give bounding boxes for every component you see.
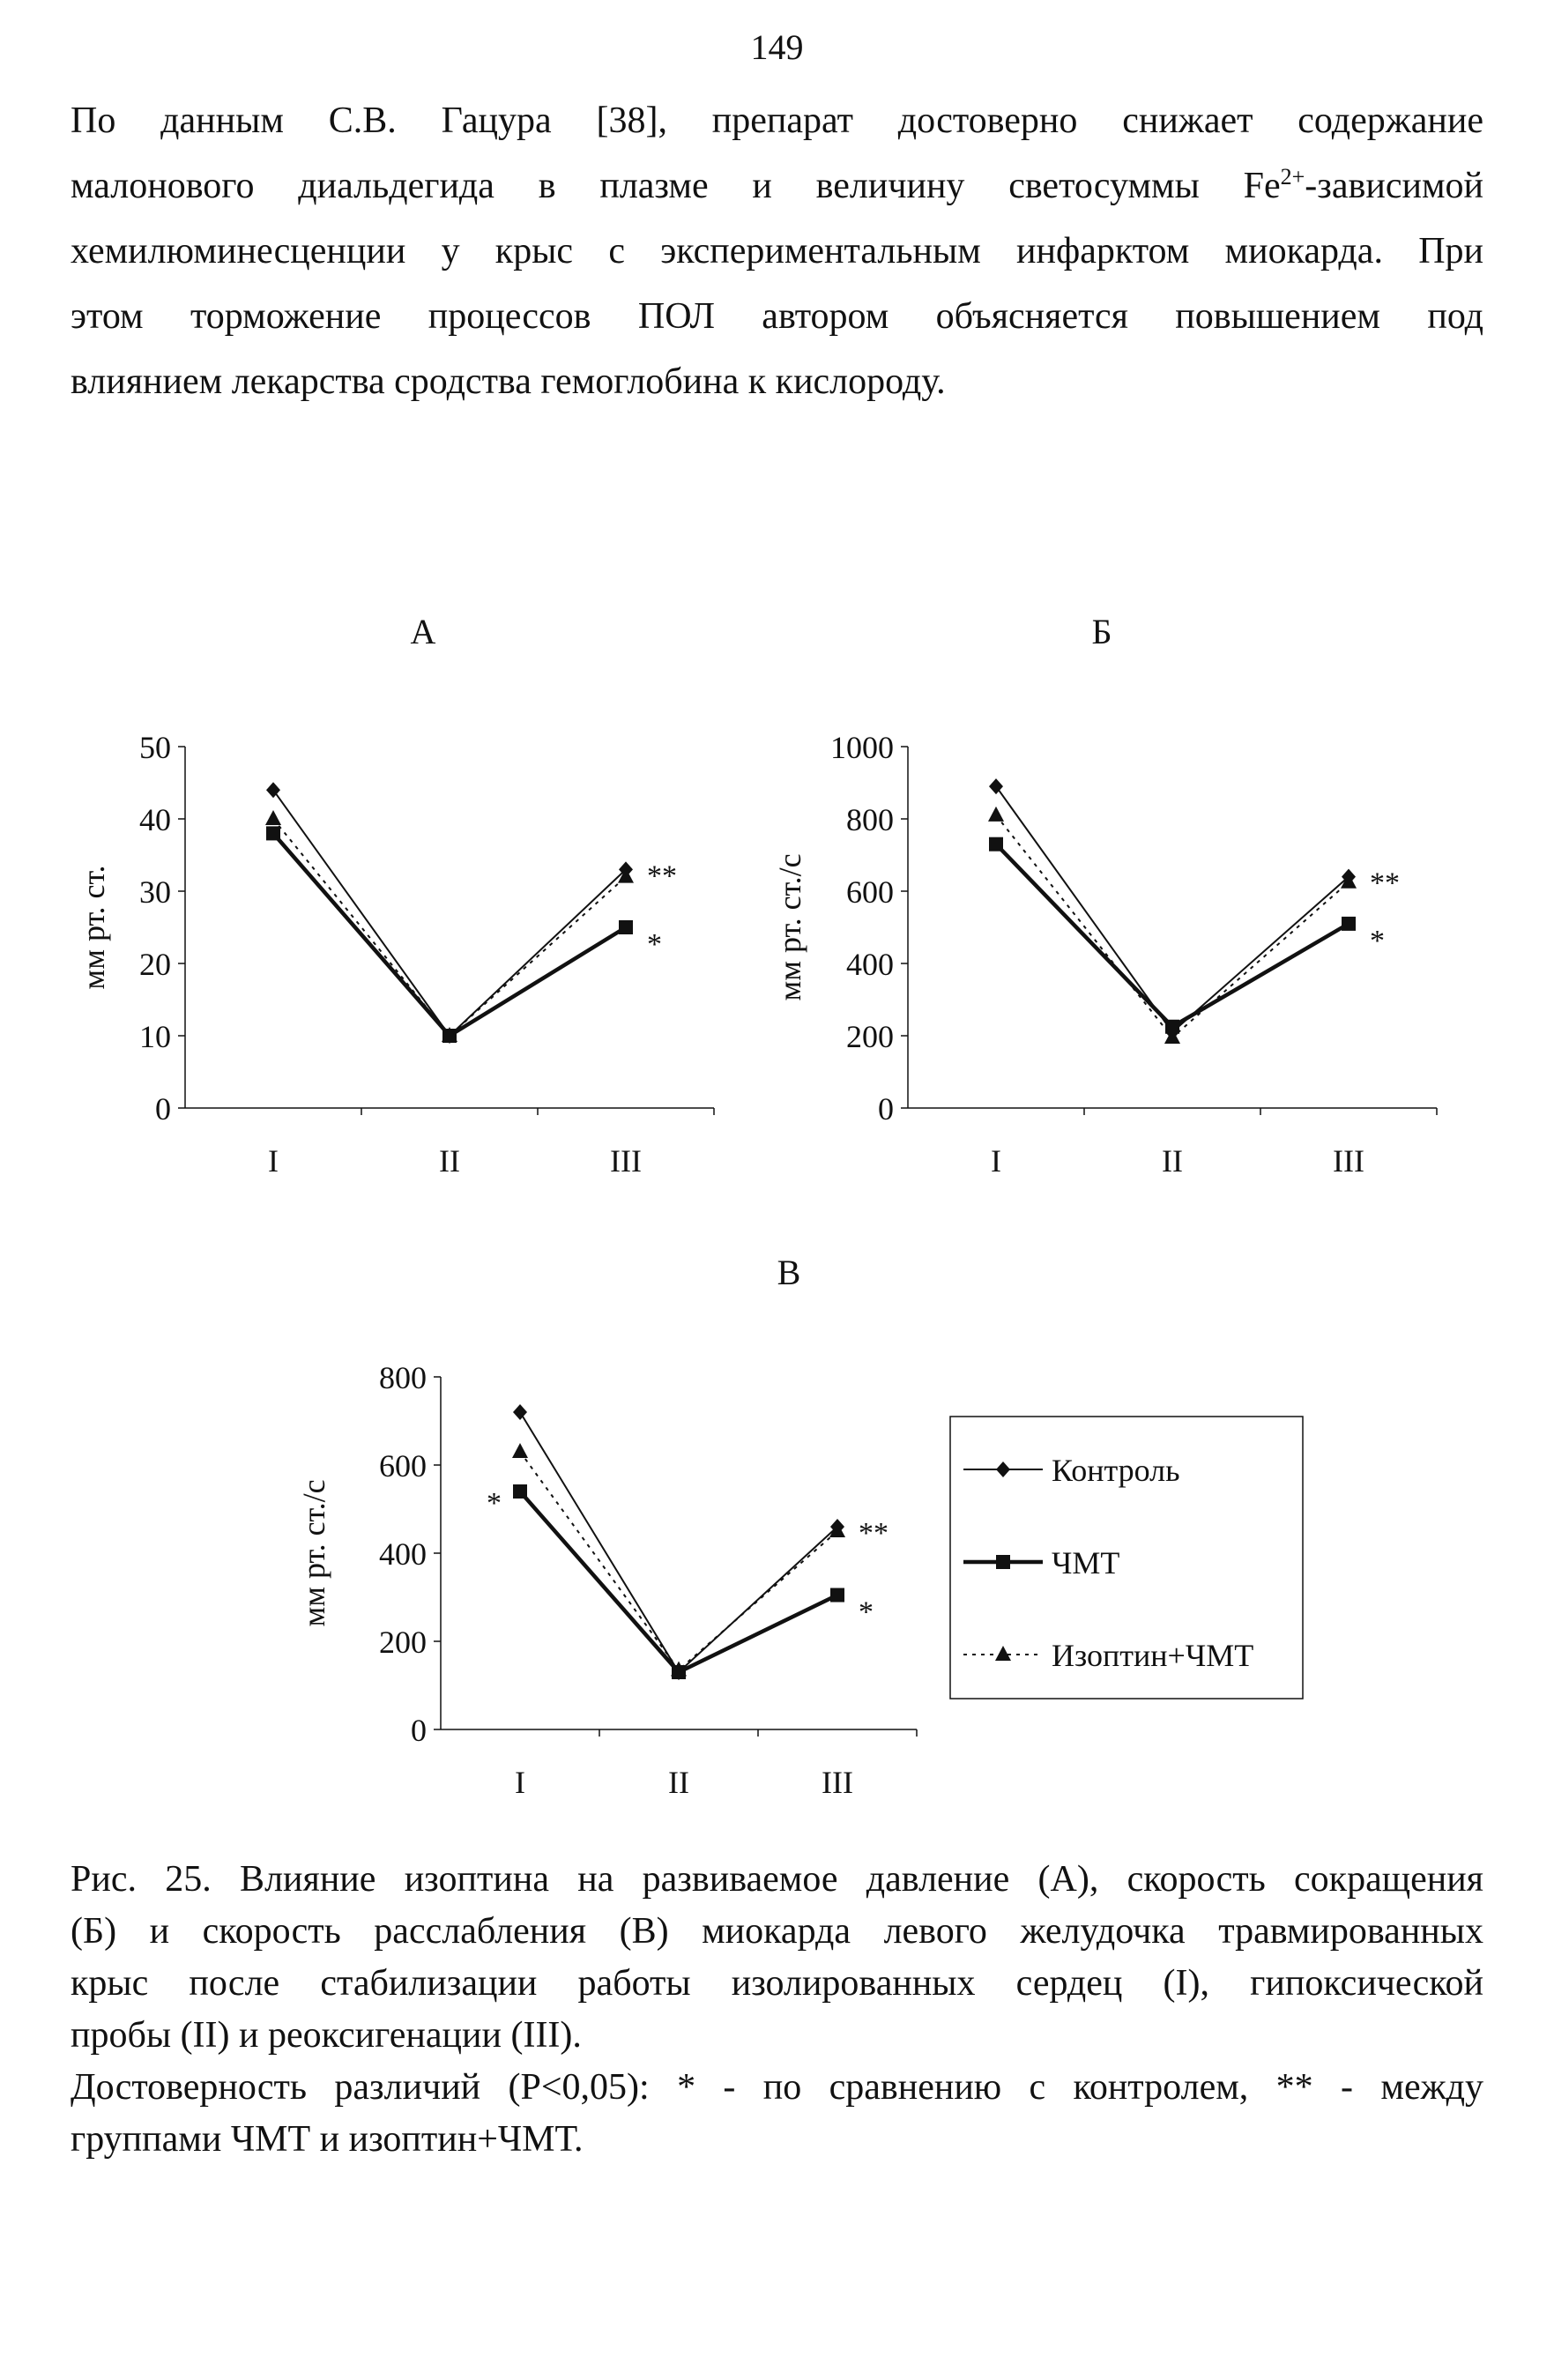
y-tick-label: 20 [139,947,171,982]
series-line [996,844,1349,1027]
y-tick-label: 0 [155,1091,171,1127]
x-tick-label: I [268,1143,279,1179]
data-point [265,810,281,825]
significance-annotation: ** [859,1517,889,1550]
data-point [513,1404,527,1420]
paragraph-line-2-text: малонового диальдегида в плазме и величину светосуммы Fe [71,166,1281,206]
x-tick-label: III [822,1765,853,1800]
significance-annotation: * [859,1595,874,1629]
legend-marker [996,1555,1010,1569]
paragraph-line-1: По данным С.В. Гацура [38], препарат достоверно снижает содержание [71,100,1483,141]
y-tick-label: 400 [379,1536,427,1572]
page-number: 149 [750,27,804,67]
y-tick-label: 0 [411,1713,427,1748]
chart-a [71,612,740,1199]
legend-marker [995,1646,1011,1661]
y-tick-label: 0 [878,1091,894,1127]
chart-v [264,1252,1322,1825]
legend-marker [996,1461,1010,1477]
data-point [1342,917,1356,931]
x-tick-label: III [1333,1143,1364,1179]
significance-annotation: ** [1370,866,1400,900]
y-tick-label: 200 [846,1019,894,1054]
chart-title: В [777,1253,801,1292]
y-tick-label: 40 [139,802,171,837]
y-tick-label: 600 [379,1448,427,1484]
chart-a-svg [71,612,740,1199]
y-tick-label: 800 [846,802,894,837]
y-tick-label: 30 [139,874,171,910]
caption-line-4: пробы (II) и реоксигенации (III). [71,2015,582,2056]
x-tick-label: III [610,1143,642,1179]
significance-annotation: * [647,928,662,961]
legend-label: Контроль [1052,1453,1180,1488]
paragraph-line-3: хемилюминесценции у крыс с экспериментальным инфарктом миокарда. При [71,231,1483,271]
x-tick-label: II [439,1143,460,1179]
y-tick-label: 50 [139,730,171,765]
chart-b-svg [758,612,1428,1199]
y-axis-label: мм рт. ст. [76,865,111,990]
x-tick-label: II [1162,1143,1183,1179]
chart-b [758,612,1428,1199]
y-tick-label: 800 [379,1360,427,1395]
x-tick-label: II [668,1765,689,1800]
caption-line-1: Рис. 25. Влияние изоптина на развиваемое давление (А), скорость сокращения [71,1859,1483,1900]
data-point [619,920,633,934]
y-axis-label: мм рт. ст./с [772,853,807,1001]
significance-annotation: * [1370,924,1385,957]
paragraph-line-5: влиянием лекарства сродства гемоглобина к кислороду. [71,361,946,402]
paragraph-line-2-tail: -зависимой [1305,166,1483,206]
data-point [830,1588,844,1603]
caption-line-2: (Б) и скорость расслабления (В) миокарда левого желудочка травмированных [71,1911,1483,1952]
series-line [520,1452,837,1670]
superscript-charge: 2+ [1280,164,1305,190]
chart-title: Б [1091,612,1112,651]
legend-label: ЧМТ [1052,1545,1120,1580]
significance-annotation: ** [647,859,677,893]
paragraph-line-2 [71,153,1483,219]
caption-line-6: группами ЧМТ и изоптин+ЧМТ. [71,2119,584,2160]
significance-annotation: * [487,1487,502,1520]
chart-v-svg [264,1252,1322,1825]
data-point [513,1484,527,1499]
x-tick-label: I [991,1143,1001,1179]
data-point [829,1522,845,1537]
data-point [512,1443,528,1458]
chart-title: А [410,612,436,651]
data-point [988,807,1004,822]
series-line [273,819,626,1036]
y-tick-label: 10 [139,1019,171,1054]
series-line [520,1412,837,1672]
legend-label: Изоптин+ЧМТ [1052,1638,1254,1673]
series-line [996,786,1349,1032]
y-tick-label: 400 [846,947,894,982]
series-line [996,815,1349,1038]
figure-caption [71,1854,1483,2166]
y-axis-label: мм рт. ст./с [296,1479,331,1627]
y-tick-label: 200 [379,1625,427,1660]
x-tick-label: I [515,1765,525,1800]
y-tick-label: 600 [846,874,894,910]
series-line [273,790,626,1036]
y-tick-label: 1000 [830,730,894,765]
caption-line-3: крыс после стабилизации работы изолированных сердец (I), гипоксической [71,1963,1483,2004]
data-point [266,826,280,840]
data-point [989,837,1003,852]
caption-line-5: Достоверность различий (P<0,05): * - по сравнению с контролем, ** - между [71,2067,1483,2108]
paragraph-line-4: этом торможение процессов ПОЛ автором объясняется повышением под [71,296,1483,337]
